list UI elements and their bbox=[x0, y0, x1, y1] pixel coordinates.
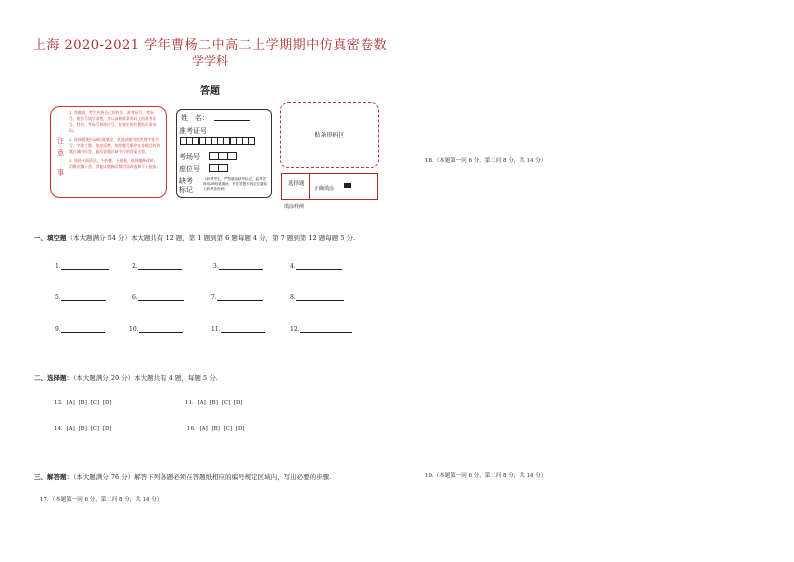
mark-label: 标记 bbox=[179, 186, 193, 194]
answer-sheet-heading: 答题 bbox=[200, 86, 220, 97]
blank-num: 8. bbox=[290, 294, 296, 301]
fill-sample-caption: 填涂样例 bbox=[284, 204, 305, 210]
notice-label bbox=[57, 135, 67, 179]
notice-item: 1. 答题前，考生先将自己的姓名、准考证号、考场号、座位号填写清楚，并认真核准条形码上的准考证号、姓名、考场号和座位号，在规定的位置贴好条形码。 bbox=[69, 110, 157, 133]
exam-id-cells[interactable] bbox=[180, 137, 254, 145]
seat-label: 座位号 bbox=[179, 165, 200, 173]
choice-question-11[interactable] bbox=[185, 400, 243, 406]
section1-desc: （本大题满分 54 分）本大题共有 12 题，第 1 题到第 6 题每题 4 分，第 7 题到第 12 题每题 5 分. bbox=[66, 234, 356, 242]
blank-num: 9. bbox=[55, 326, 61, 333]
question-num: 13. bbox=[54, 400, 63, 406]
choice-options[interactable]: [A] [B] [C] [D] bbox=[66, 400, 112, 406]
absent-note: （缺考考生，严禁填涂缺考标记，监考老师用2B铅笔填涂，并在答题卡规定位置贴上缺考条形码） bbox=[203, 177, 268, 191]
blank-10[interactable] bbox=[129, 326, 183, 333]
filled-mark bbox=[344, 183, 351, 188]
notice-label-char: 注 bbox=[57, 137, 64, 145]
blank-num: 6. bbox=[132, 294, 138, 301]
exam-subtitle: 学学科 bbox=[191, 54, 228, 68]
choice-question-16[interactable] bbox=[187, 426, 245, 432]
notice-item: 2. 选择题使用2B铅笔填涂，其他试题用黑色签字笔书写，字体工整、笔迹清楚，按照题号顺序在各题目的答题区域内作答，超出答题区域书写的答案无效。 bbox=[69, 137, 161, 154]
choice-options[interactable]: [A] [B] [C] [D] bbox=[199, 426, 245, 432]
question-19-note: 19.（本题第一问 6 分，第二问 8 分，共 14 分） bbox=[425, 473, 547, 479]
blank-1[interactable] bbox=[55, 263, 109, 270]
section1-heading bbox=[34, 233, 355, 242]
question-18-note: 18.（本题第一问 6 分，第二问 8 分，共 14 分） bbox=[425, 158, 547, 164]
choice-question-14[interactable] bbox=[54, 426, 112, 432]
choice-fill-sample bbox=[281, 173, 378, 200]
choice-options[interactable]: [A] [B] [C] [D] bbox=[197, 400, 243, 406]
section2-desc: （本大题满分 20 分）本大题共有 4 题，每题 5 分. bbox=[73, 374, 218, 382]
question-num: 14. bbox=[54, 426, 63, 432]
blank-4[interactable] bbox=[290, 263, 342, 270]
blank-12[interactable] bbox=[290, 326, 352, 333]
notice-box bbox=[50, 106, 167, 198]
choice-question-13[interactable] bbox=[54, 400, 112, 406]
section3-desc: （本大题满分 76 分）解答下列各题必须在答题纸相应的编号规定区域内，写出必要的步骤. bbox=[73, 473, 332, 481]
blank-8[interactable] bbox=[290, 294, 344, 301]
blank-num: 7. bbox=[211, 294, 217, 301]
section3-heading bbox=[34, 472, 331, 481]
exam-title: 上海 2020-2021 学年曹杨二中高二上学期期中仿真密卷数 bbox=[32, 38, 388, 53]
notice-text bbox=[69, 110, 161, 173]
blank-7[interactable] bbox=[211, 294, 263, 301]
room-label: 考场号 bbox=[179, 153, 200, 161]
choice-sample-label: 选择题 bbox=[288, 181, 305, 187]
seat-cells[interactable] bbox=[209, 164, 227, 172]
room-cells[interactable] bbox=[209, 152, 237, 160]
notice-label-char: 意 bbox=[57, 149, 64, 157]
notice-item: 3. 保持卡面清洁，不折叠，不破损。选择题修改时，用橡皮擦干净，其他试题修改禁用涂改液和不干胶条。 bbox=[69, 158, 161, 169]
question-num: 16. bbox=[187, 426, 196, 432]
section2-title: 二、选择题： bbox=[34, 374, 73, 382]
barcode-label: 贴条形码区 bbox=[314, 132, 345, 139]
name-label: 姓 名： bbox=[181, 114, 209, 122]
blank-num: 11. bbox=[211, 326, 221, 333]
section3-title: 三、解答题： bbox=[34, 473, 73, 481]
blank-num: 10. bbox=[129, 326, 139, 333]
blank-num: 5. bbox=[55, 294, 61, 301]
blank-5[interactable] bbox=[55, 294, 106, 301]
sample-divider bbox=[309, 174, 310, 199]
section2-heading bbox=[34, 373, 218, 382]
notice-label-char: 事 bbox=[57, 169, 64, 177]
blank-num: 3. bbox=[213, 263, 219, 270]
name-field[interactable] bbox=[214, 120, 250, 121]
question-17-note: 17．（本题第一问 6 分，第二问 8 分，共 14 分） bbox=[40, 497, 163, 503]
blank-11[interactable] bbox=[211, 326, 265, 333]
blank-2[interactable] bbox=[132, 263, 182, 270]
question-num: 11. bbox=[185, 400, 194, 406]
blank-num: 12. bbox=[290, 326, 300, 333]
choice-options[interactable]: [A] [B] [C] [D] bbox=[66, 426, 112, 432]
blank-9[interactable] bbox=[55, 326, 105, 333]
absent-label: 缺考 bbox=[179, 177, 193, 185]
blank-num: 2. bbox=[132, 263, 138, 270]
blank-num: 4. bbox=[290, 263, 296, 270]
blank-6[interactable] bbox=[132, 294, 184, 301]
barcode-area bbox=[280, 102, 379, 168]
candidate-info-box bbox=[176, 109, 272, 198]
blank-num: 1. bbox=[55, 263, 61, 270]
blank-3[interactable] bbox=[213, 263, 263, 270]
section1-title: 一、填空题 bbox=[34, 234, 67, 242]
exam-id-label: 准考证号 bbox=[179, 127, 207, 135]
correct-fill-label: 正确填涂 bbox=[314, 186, 335, 192]
